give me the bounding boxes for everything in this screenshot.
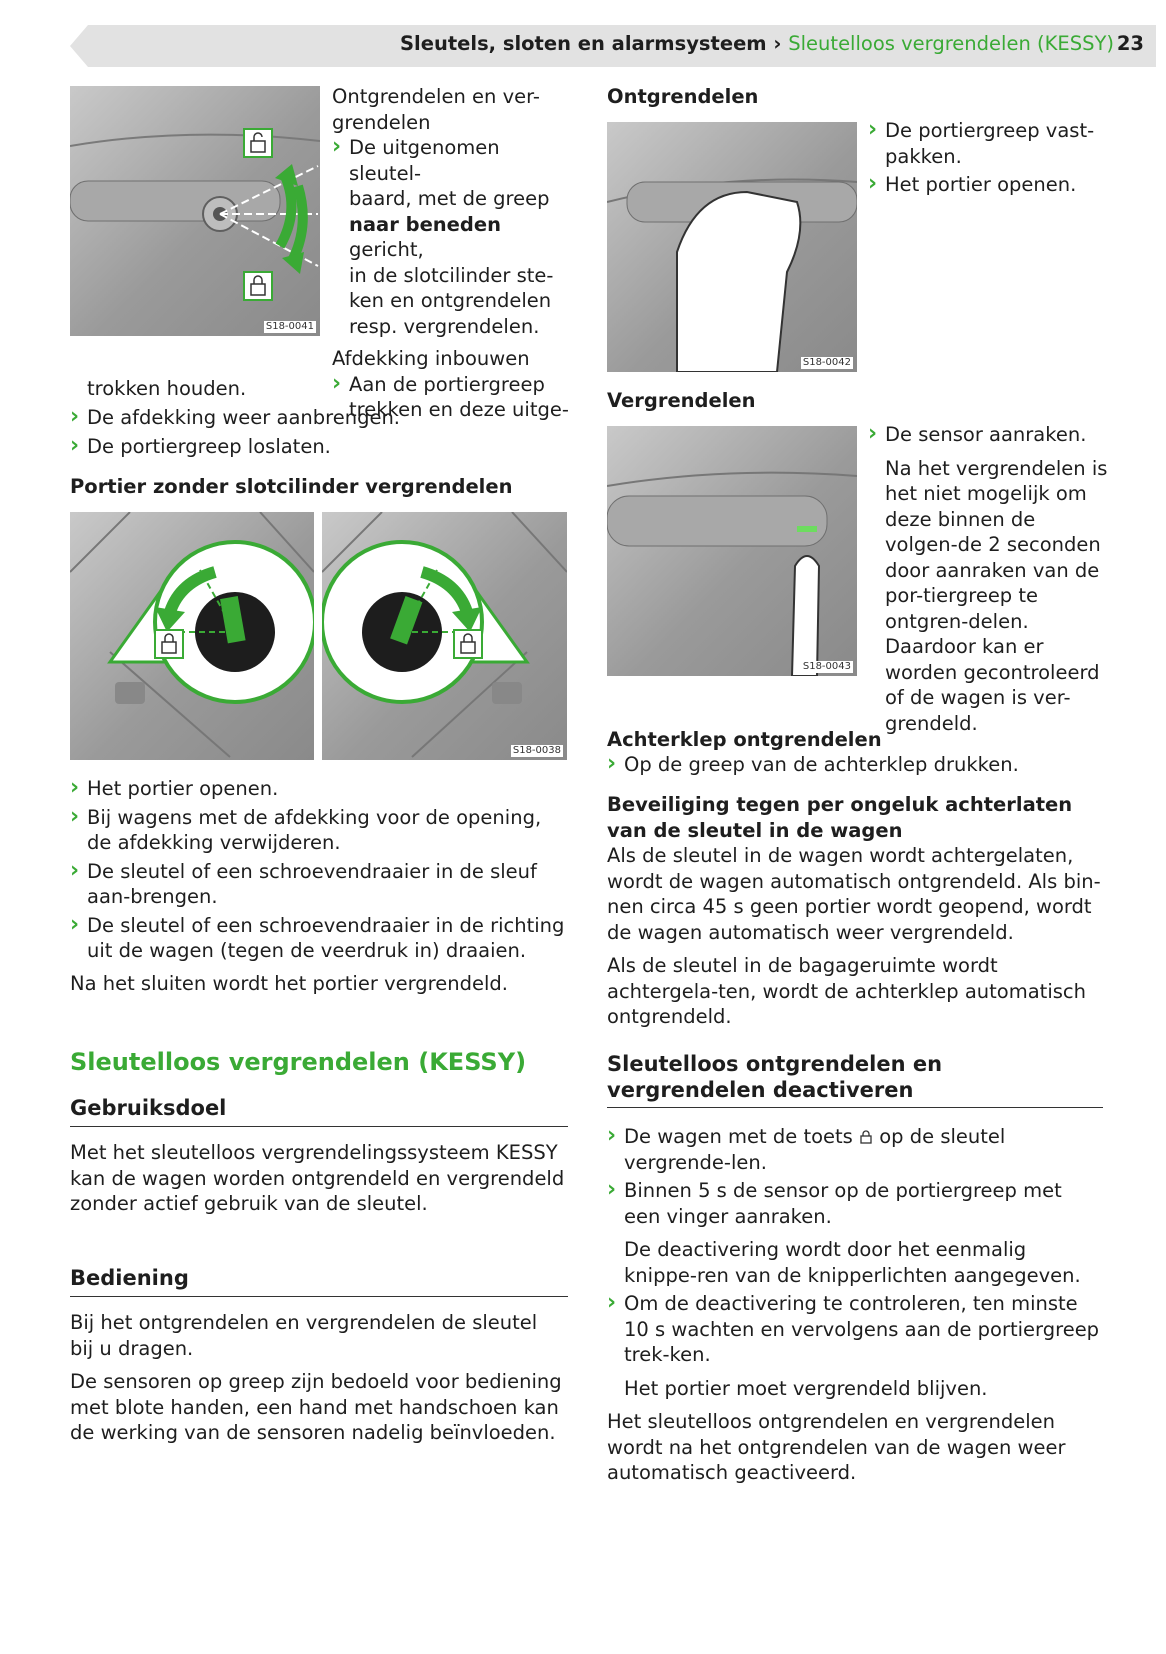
lock-closed-icon <box>244 272 272 300</box>
lock-heading: Vergrendelen <box>607 389 756 412</box>
list-item: › Om de deactivering te controleren, ten minste 10 s wachten en vervolgens aan de portiergreep trek-ken. <box>607 1291 1103 1368</box>
list-item: › Op de greep van de achterklep drukken. <box>607 752 1107 778</box>
no-cylinder-after: Na het sluiten wordt het portier vergrendeld. <box>70 971 508 995</box>
finger-sensor-illustration <box>607 426 857 676</box>
operation-text <box>70 1310 565 1446</box>
purpose-heading: Gebruiksdoel <box>70 1096 568 1127</box>
no-cylinder-heading: Portier zonder slotcilinder vergrendelen <box>70 475 513 498</box>
deactivate-heading: Sleutelloos ontgrendelen en vergrendelen deactiveren <box>607 1052 1103 1108</box>
lock-heading-line-1: Ontgrendelen en ver- <box>332 85 540 108</box>
figure-unlock-hand <box>607 122 857 372</box>
deactivate-note-2: Het portier moet vergrendeld blijven. <box>624 1376 988 1400</box>
forget-paragraph-1: Als de sleutel in de wagen wordt achtergelaten, wordt de wagen automatisch ontgrendeld. Als bin-nen circa 45 s geen portier wordt geopend, wordt de wagen automatisch weer vergrendeld. <box>607 844 1101 944</box>
lock-closed-icon <box>155 630 183 658</box>
cover-bullet-3: › De portiergreep loslaten. <box>70 434 570 460</box>
page-number: 23 <box>1116 32 1144 55</box>
deactivate-final: Het sleutelloos ontgrendelen en vergrendelen wordt na het ontgrendelen van de wagen weer automatisch geactiveerd. <box>607 1410 1066 1484</box>
deactivate-steps <box>607 1124 1103 1486</box>
text-line: ken en ontgrendelen <box>349 289 552 312</box>
list-item: › De sleutel of een schroevendraaier in de richting uit de wagen (tegen de veerdruk in) draaien. <box>70 913 570 964</box>
door-handle-illustration <box>70 86 320 336</box>
lock-note: Na het vergrendelen is het niet mogelijk om deze binnen de volgen-de 2 seconden door aanraken van de por-tiergreep te ontgren-delen. Daardoor kan er worden gecontroleerd of de wagen is ver-grendeld. <box>885 456 1108 735</box>
forget-text <box>607 843 1107 1030</box>
text-line: resp. vergrendelen. <box>349 314 540 338</box>
hand-grip-illustration <box>607 122 857 372</box>
list-item: › De sensor aanraken. <box>868 422 1108 448</box>
list-item: › Het portier openen. <box>868 172 1108 198</box>
no-cylinder-steps <box>70 776 570 996</box>
forget-heading: Beveiliging tegen per ongeluk achterlaten van de sleutel in de wagen <box>607 793 1073 842</box>
deactivate-note-1: De deactivering wordt door het eenmalig knippe-ren van de knipperlichten aangegeven. <box>624 1238 1081 1287</box>
door-lock-illustration-left <box>70 512 314 760</box>
text-line: baard, met de greep <box>349 187 550 210</box>
figure-code: S18-0042 <box>802 357 851 368</box>
text-line: › Aan de portiergreep <box>349 372 545 396</box>
figure-no-cylinder-left <box>70 512 314 760</box>
figure-key-cylinder <box>70 86 320 336</box>
text-line: › De uitgenomen sleutel- <box>349 136 500 185</box>
list-item: › Binnen 5 s de sensor op de portiergreep met een vinger aanraken. <box>607 1178 1103 1229</box>
list-item: › De portiergreep vast-pakken. <box>868 118 1108 169</box>
running-header: Sleutels, sloten en alarmsysteem › Sleutelloos vergrendelen (KESSY) <box>400 32 1114 55</box>
unlock-steps <box>868 118 1108 198</box>
lock-closed-icon <box>454 630 482 658</box>
forget-paragraph-2: Als de sleutel in de bagageruimte wordt achtergela-ten, wordt de achterklep automatisch ontgrendeld. <box>607 954 1086 1028</box>
figure-code: S18-0041 <box>265 321 314 332</box>
kessy-title: Sleutelloos vergrendelen (KESSY) <box>70 1048 527 1076</box>
unlock-heading: Ontgrendelen <box>607 85 759 108</box>
lock-closed-icon <box>859 1130 873 1144</box>
tailgate-heading: Achterklep ontgrendelen <box>607 728 882 751</box>
figure-code: S18-0038 <box>512 745 561 756</box>
figure-no-cylinder-right <box>322 512 567 760</box>
list-item: › Het portier openen. <box>70 776 570 802</box>
tailgate-bullet <box>607 752 1107 778</box>
figure-code: S18-0043 <box>802 661 851 672</box>
text-line: in de slotcilinder ste- <box>349 263 554 287</box>
lock-open-icon <box>244 129 272 157</box>
purpose-text: Met het sleutelloos vergrendelingssysteem KESSY kan de wagen worden ontgrendeld en vergrendeld zonder actief gebruik van de sleutel. <box>70 1141 565 1215</box>
lock-heading-line-2: grendelen <box>332 110 431 134</box>
text-line: naar beneden gericht, <box>349 212 501 261</box>
text-line: trekken en deze uitge- <box>349 398 569 421</box>
operation-paragraph-1: Bij het ontgrendelen en vergrendelen de sleutel bij u dragen. <box>70 1311 538 1360</box>
cover-bullet-2: › De afdekking weer aanbrengen. <box>70 405 570 431</box>
lock-bullet <box>332 135 570 339</box>
figure-lock-finger <box>607 426 857 676</box>
door-lock-illustration-right <box>322 512 567 760</box>
cover-bullets <box>70 405 570 459</box>
operation-heading: Bediening <box>70 1266 568 1297</box>
lock-unlock-block <box>332 84 570 423</box>
list-item: › De wagen met de toets op de sleutel vergrende-len. <box>607 1124 1103 1175</box>
list-item: › De sleutel of een schroevendraaier in de sleuf aan-brengen. <box>70 859 570 910</box>
cover-bullet-1-continued: trokken houden. <box>87 377 247 400</box>
lock-steps <box>868 422 1108 736</box>
cover-heading: Afdekking inbouwen <box>332 347 530 370</box>
operation-paragraph-2: De sensoren op greep zijn bedoeld voor bediening met blote handen, een hand met handschoen kan de werking van de sensoren nadelig beïnvloeden. <box>70 1370 562 1444</box>
list-item: › Bij wagens met de afdekking voor de opening, de afdekking verwijderen. <box>70 805 570 856</box>
